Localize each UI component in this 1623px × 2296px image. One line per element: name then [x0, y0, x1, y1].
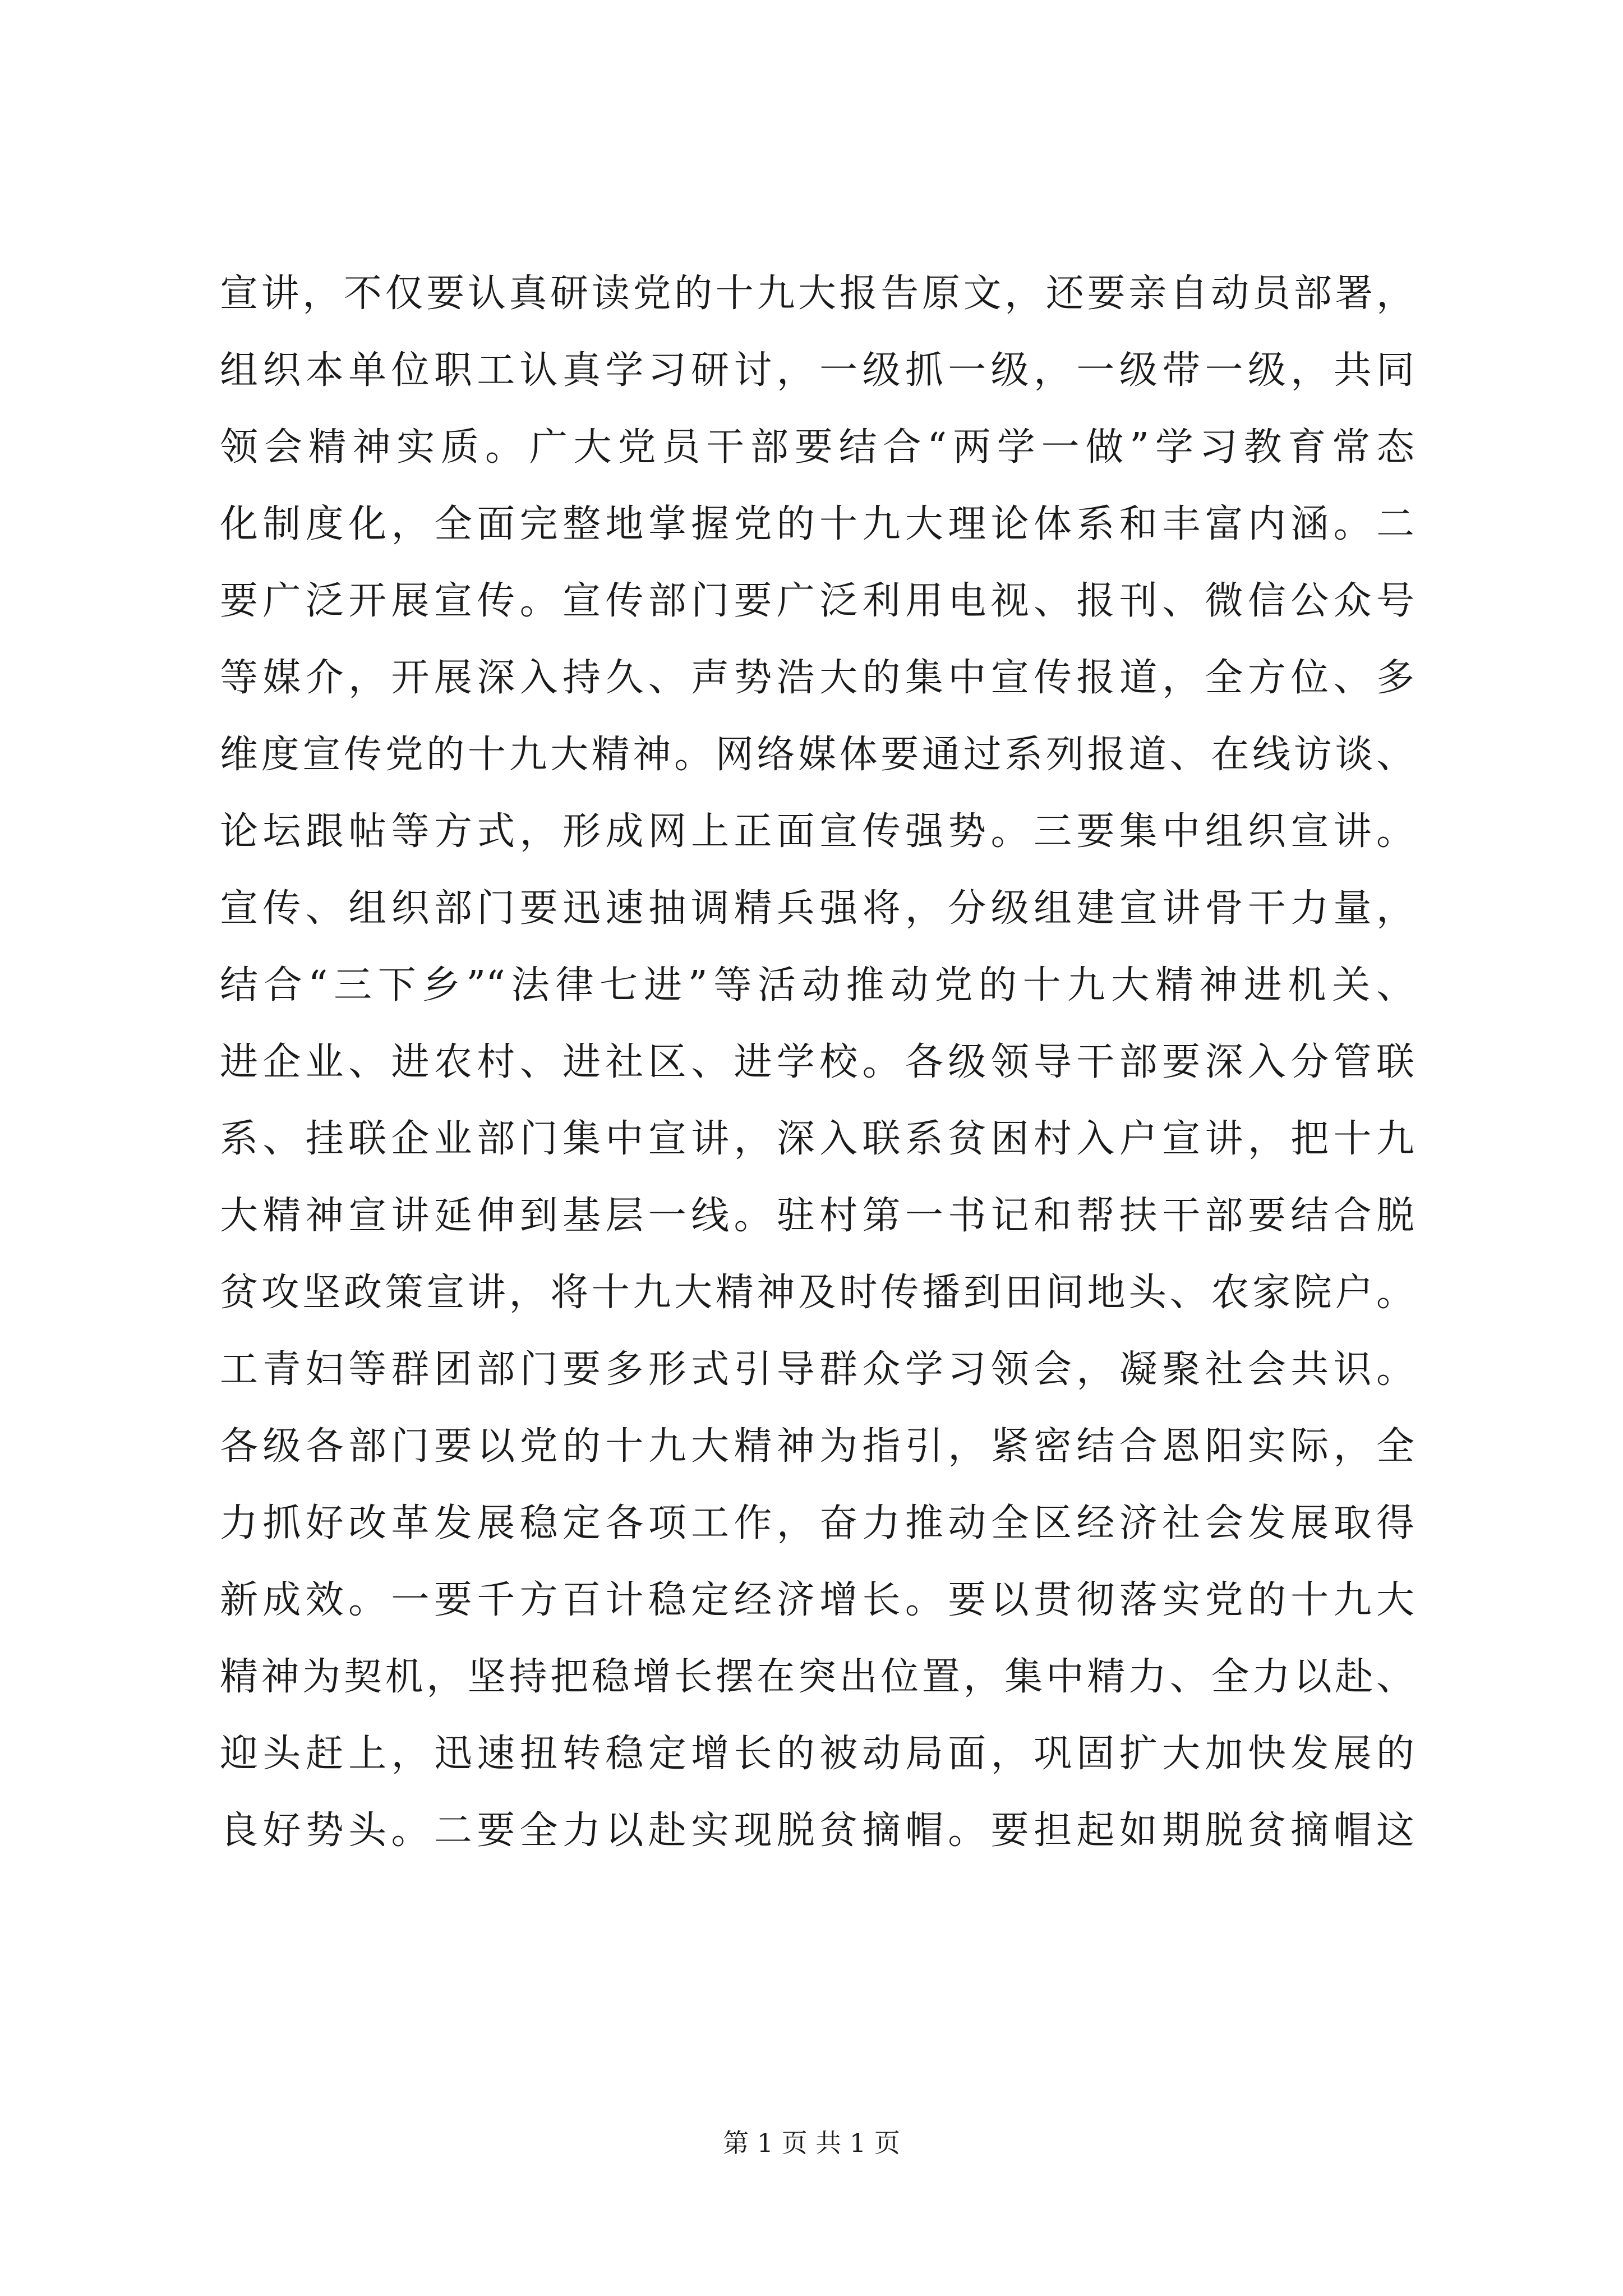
text-line: 维度宣传党的十九大精神。网络媒体要通过系列报道、在线访谈、 — [220, 733, 1414, 777]
text-line: 良好势头。二要全力以赴实现脱贫摘帽。要担起如期脱贫摘帽这 — [220, 1809, 1414, 1853]
text-line: 力抓好改革发展稳定各项工作，奋力推动全区经济社会发展取得 — [220, 1501, 1414, 1545]
text-line: 等媒介，开展深入持久、声势浩大的集中宣传报道，全方位、多 — [220, 656, 1414, 700]
text-line: 论坛跟帖等方式，形成网上正面宣传强势。三要集中组织宣讲。 — [220, 809, 1414, 854]
text-line: 各级各部门要以党的十九大精神为指引，紧密结合恩阳实际，全 — [220, 1424, 1414, 1469]
page-number-footer: 第 1 页 共 1 页 — [723, 2128, 900, 2158]
text-line: 工青妇等群团部门要多形式引导群众学习领会，凝聚社会共识。 — [220, 1347, 1414, 1392]
text-line: 精神为契机，坚持把稳增长摆在突出位置，集中精力、全力以赴、 — [220, 1655, 1414, 1699]
text-line: 宣讲，不仅要认真研读党的十九大报告原文，还要亲自动员部署， — [220, 272, 1414, 316]
text-line: 贫攻坚政策宣讲，将十九大精神及时传播到田间地头、农家院户。 — [220, 1271, 1414, 1315]
body-text — [220, 255, 1414, 1869]
text-line: 系、挂联企业部门集中宣讲，深入联系贫困村入户宣讲，把十九 — [220, 1117, 1414, 1161]
text-line: 要广泛开展宣传。宣传部门要广泛利用电视、报刊、微信公众号 — [220, 579, 1414, 623]
text-line: 新成效。一要千方百计稳定经济增长。要以贯彻落实党的十九大 — [220, 1578, 1414, 1622]
text-line: 大精神宣讲延伸到基层一线。驻村第一书记和帮扶干部要结合脱 — [220, 1194, 1414, 1238]
text-line: 进企业、进农村、进社区、进学校。各级领导干部要深入分管联 — [220, 1040, 1414, 1084]
text-line: 组织本单位职工认真学习研讨，一级抓一级，一级带一级，共同 — [220, 348, 1414, 393]
text-line: 结合“三下乡”“法律七进”等活动推动党的十九大精神进机关、 — [220, 963, 1414, 1007]
text-line: 化制度化，全面完整地掌握党的十九大理论体系和丰富内涵。二 — [220, 502, 1414, 546]
text-line: 领会精神实质。广大党员干部要结合“两学一做”学习教育常态 — [220, 425, 1414, 470]
text-line: 宣传、组织部门要迅速抽调精兵强将，分级组建宣讲骨干力量， — [220, 886, 1414, 931]
text-line: 迎头赶上，迅速扭转稳定增长的被动局面，巩固扩大加快发展的 — [220, 1732, 1414, 1776]
